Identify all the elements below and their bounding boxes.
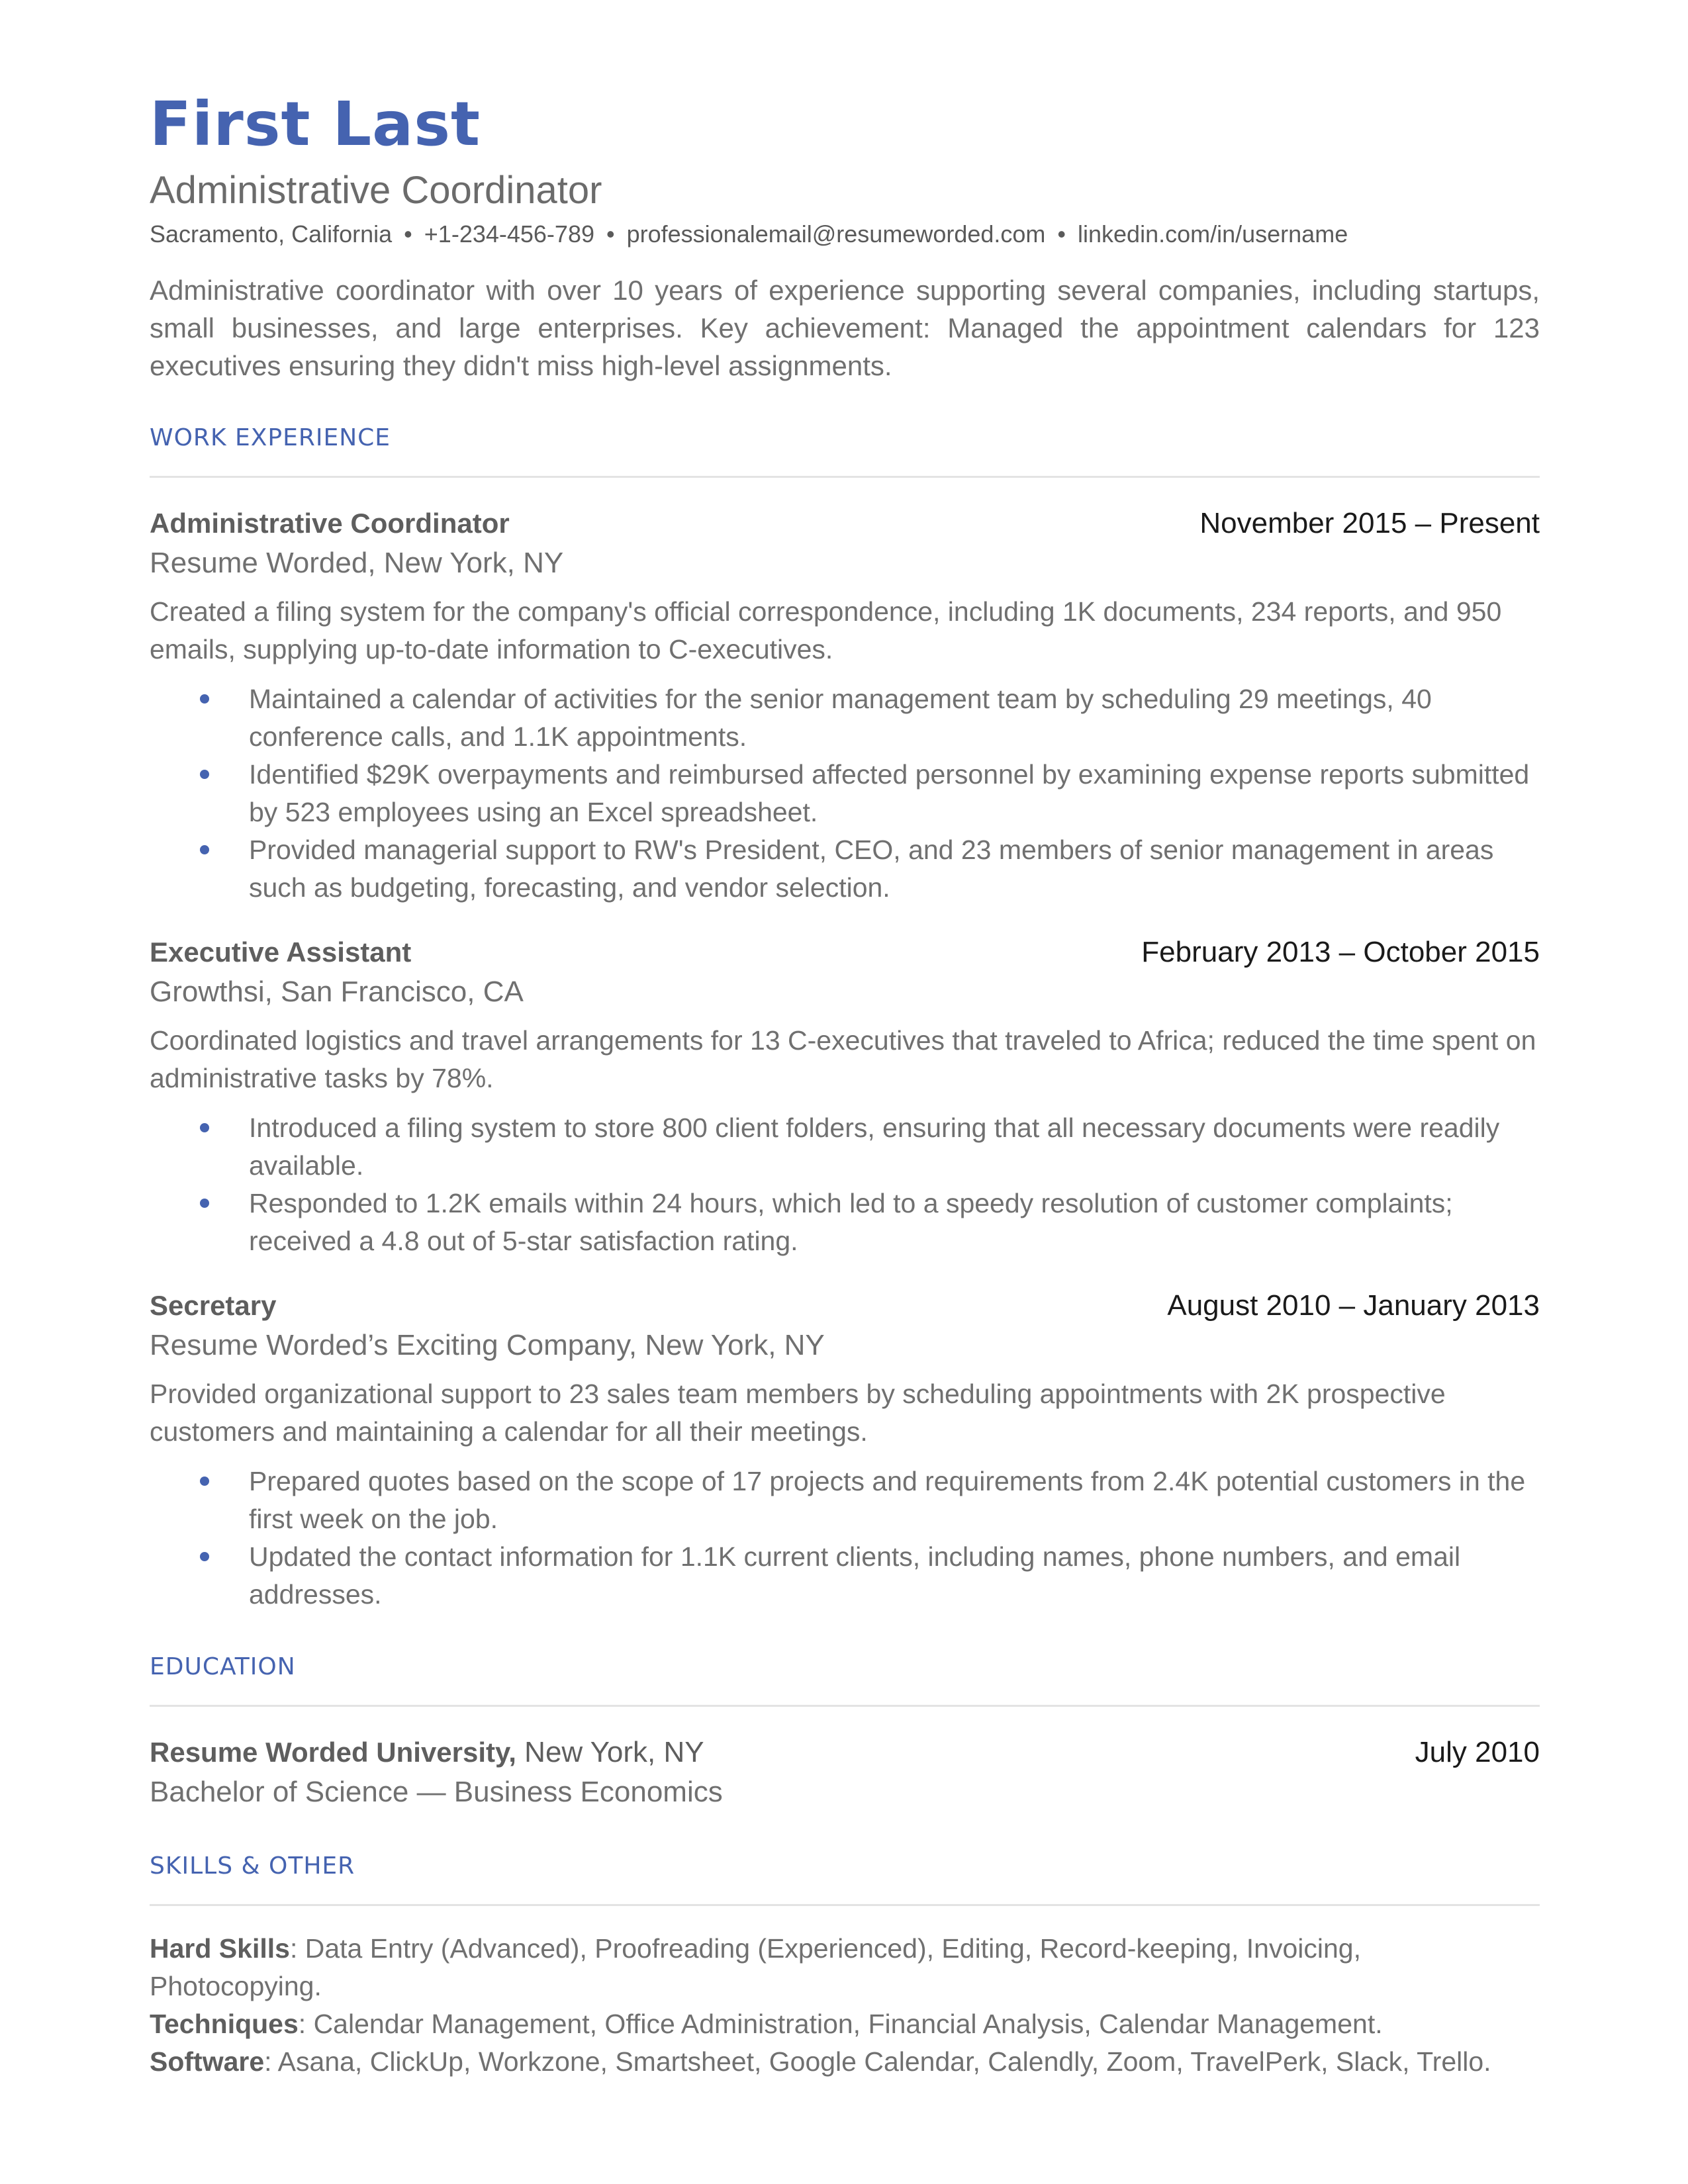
job-description: Created a filing system for the company's official correspondence, including 1K documents, 234 reports, and 950 emails, supplying up-to-date information to C-executives.: [150, 596, 1502, 664]
contact-separator: •: [1057, 220, 1066, 248]
bullet-text: Introduced a filing system to store 800 client folders, ensuring that all necessary documents were readily available.: [249, 1113, 1500, 1181]
contact-phone: +1-234-456-789: [424, 220, 594, 248]
job-bullets: [150, 1463, 1540, 1614]
job-bullet: [150, 1463, 1540, 1538]
education-header: [150, 1733, 1540, 1772]
job-entry: [150, 933, 1540, 1260]
job-header: [150, 1287, 1540, 1325]
job-bullet: [150, 831, 1540, 907]
bullet-text: Identified $29K overpayments and reimbursed affected personnel by examining expense reports submitted by 523 employees using an Excel spreadsheet.: [249, 759, 1530, 827]
bullet-icon: [200, 845, 209, 854]
bullet-icon: [200, 694, 209, 704]
skill-line-hard-skills: [150, 1930, 1540, 2005]
bullet-icon: [200, 1123, 209, 1132]
job-dates: February 2013 – October 2015: [1141, 936, 1540, 968]
section-title-education: EDUCATION: [150, 1651, 1540, 1707]
bullet-text: Maintained a calendar of activities for the senior management team by scheduling 29 meetings, 40 conference calls, and 1.1K appointments.: [249, 684, 1432, 752]
section-title-work: WORK EXPERIENCE: [150, 422, 1540, 478]
contact-line: [150, 216, 1540, 253]
skill-text: : Data Entry (Advanced), Proofreading (Experienced), Editing, Record-keeping, Invoicing, Photocopying.: [150, 1933, 1361, 2001]
education-school: Resume Worded University,: [150, 1737, 516, 1768]
education-date: July 2010: [1415, 1736, 1540, 1768]
education-location: New York, NY: [524, 1736, 704, 1768]
skill-text: : Asana, ClickUp, Workzone, Smartsheet, Google Calendar, Calendly, Zoom, TravelPerk, Slack, Trello.: [264, 2046, 1491, 2077]
job-bullets: [150, 1109, 1540, 1260]
job-bullet: [150, 1185, 1540, 1260]
contact-separator: •: [606, 220, 615, 248]
bullet-icon: [200, 770, 209, 779]
job-bullet: [150, 1109, 1540, 1185]
skill-label: Hard Skills: [150, 1933, 290, 1964]
skill-line-software: [150, 2043, 1540, 2081]
job-title: Administrative Coordinator: [150, 508, 510, 539]
job-title: Secretary: [150, 1290, 277, 1321]
contact-separator: •: [404, 220, 412, 248]
candidate-role: Administrative Coordinator: [150, 169, 602, 212]
job-entry: [150, 1287, 1540, 1614]
job-description: Coordinated logistics and travel arrangements for 13 C-executives that traveled to Africa; reduced the time spent on administrative tasks by 78%.: [150, 1025, 1536, 1093]
resume-page: [150, 85, 1540, 2081]
bullet-text: Prepared quotes based on the scope of 17 projects and requirements from 2.4K potential customers in the first week on the job.: [249, 1466, 1526, 1534]
job-company: Resume Worded’s Exciting Company, New York, NY: [150, 1329, 825, 1361]
job-bullet: [150, 680, 1540, 756]
skill-label: Techniques: [150, 2009, 299, 2039]
education-school-line: [150, 1733, 704, 1772]
job-header: [150, 933, 1540, 972]
job-company: Resume Worded, New York, NY: [150, 547, 564, 579]
job-company: Growthsi, San Francisco, CA: [150, 976, 524, 1008]
bullet-text: Responded to 1.2K emails within 24 hours, which led to a speedy resolution of customer complaints; received a 4.8 out of 5-star satisfaction rating.: [249, 1188, 1453, 1256]
education-degree: Bachelor of Science — Business Economics: [150, 1776, 723, 1808]
education-entry: [150, 1733, 1540, 1813]
job-header: [150, 504, 1540, 543]
skill-label: Software: [150, 2046, 265, 2077]
bullet-text: Provided managerial support to RW's President, CEO, and 23 members of senior management in areas such as budgeting, forecasting, and vendor selection.: [249, 835, 1494, 903]
job-title: Executive Assistant: [150, 936, 412, 968]
job-dates: November 2015 – Present: [1199, 507, 1540, 539]
job-bullets: [150, 680, 1540, 907]
contact-location: Sacramento, California: [150, 220, 393, 248]
bullet-icon: [200, 1199, 209, 1208]
job-bullet: [150, 1538, 1540, 1614]
job-entry: [150, 504, 1540, 907]
bullet-text: Updated the contact information for 1.1K current clients, including names, phone numbers, and email addresses.: [249, 1541, 1461, 1610]
contact-email[interactable]: professionalemail@resumeworded.com: [626, 220, 1046, 248]
job-bullet: [150, 756, 1540, 831]
section-title-skills: SKILLS & OTHER: [150, 1850, 1540, 1906]
skill-text: : Calendar Management, Office Administration, Financial Analysis, Calendar Management.: [298, 2009, 1383, 2039]
contact-linkedin[interactable]: linkedin.com/in/username: [1078, 220, 1348, 248]
candidate-name: First Last: [150, 89, 481, 159]
bullet-icon: [200, 1477, 209, 1486]
bullet-icon: [200, 1552, 209, 1561]
job-description: Provided organizational support to 23 sales team members by scheduling appointments with 2K prospective customers and maintaining a calendar for all their meetings.: [150, 1379, 1446, 1447]
skills-list: [150, 1930, 1540, 2081]
skill-line-techniques: [150, 2005, 1540, 2043]
summary: Administrative coordinator with over 10 years of experience supporting several companies, including startups, small businesses, and large enterprises. Key achievement: Managed the appointment calendars for 123 executives ensuring they didn't miss high-level assignments.: [150, 275, 1540, 381]
job-dates: August 2010 – January 2013: [1167, 1289, 1540, 1322]
